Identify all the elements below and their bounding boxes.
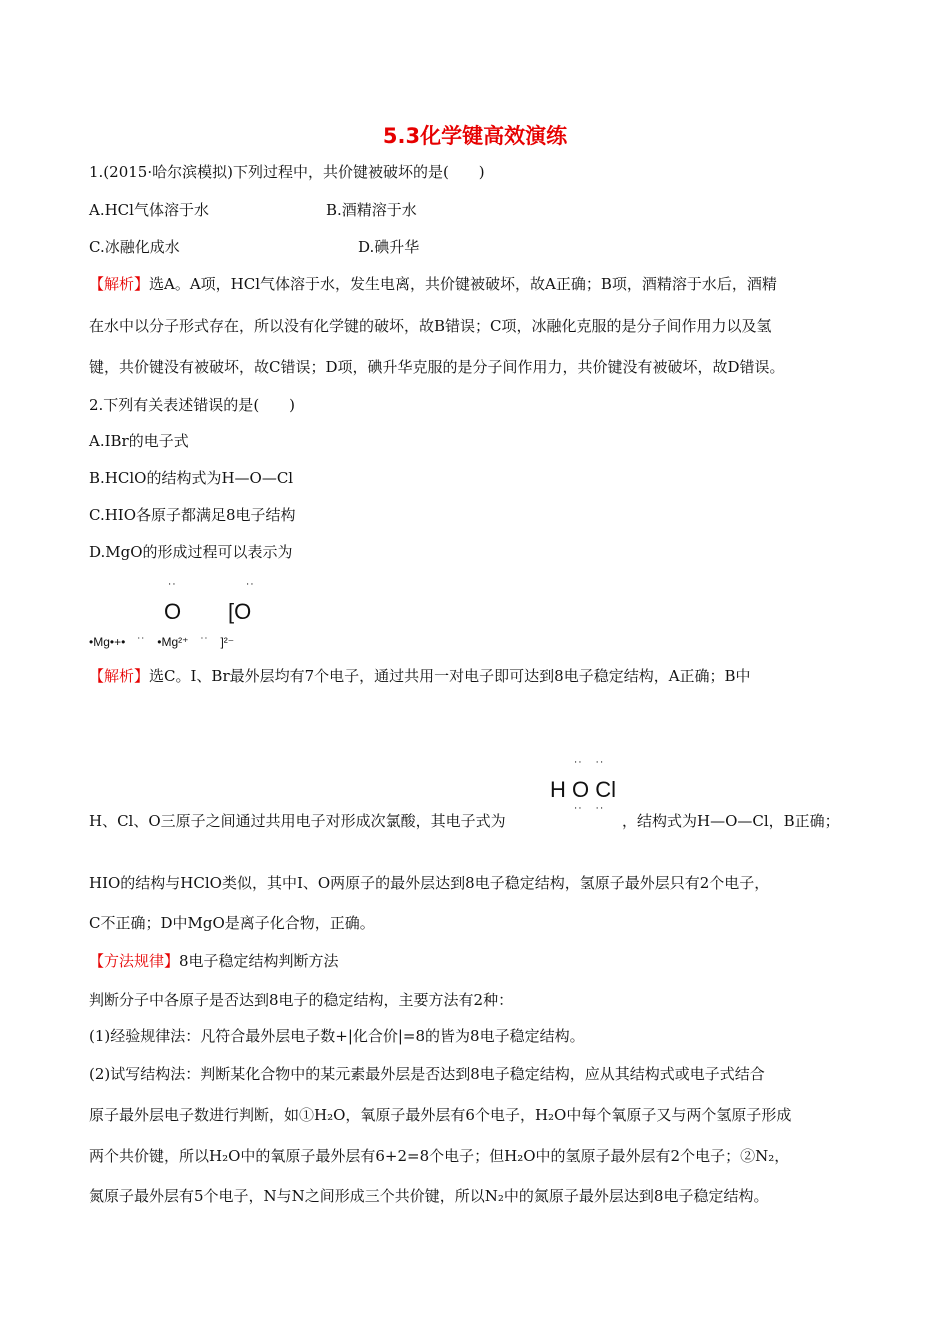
- q1-stem: 1.(2015·哈尔滨模拟)下列过程中，共价键被破坏的是( ): [89, 163, 485, 181]
- q2-option-b: B.HClO的结构式为H—O—Cl: [89, 469, 294, 487]
- q2-analysis-line-1: [89, 666, 751, 686]
- q2-option-d: D.MgO的形成过程可以表示为: [89, 543, 293, 561]
- q2-analysis-line-2a: H、Cl、O三原子之间通过共用电子对形成次氯酸，其电子式为: [89, 812, 506, 830]
- method-rule-1: (1)经验规律法：凡符合最外层电子数+|化合价|=8的皆为8电子稳定结构。: [89, 1027, 585, 1045]
- q2-stem: 2.下列有关表述错误的是( ): [89, 396, 296, 414]
- hocl-electron-formula: H O Cl: [550, 777, 616, 802]
- method-heading: 8电子稳定结构判断方法: [179, 952, 339, 970]
- mgo-formation-line: •Mg•+• ˙˙ •Mg²⁺ ˙˙ ]²⁻: [89, 635, 235, 649]
- analysis-tag: 【解析】: [89, 275, 150, 293]
- method-rule-2-line-4: 氮原子最外层有5个电子，N与N之间形成三个共价键，所以N₂中的氮原子最外层达到8电子稳定结构。: [89, 1187, 769, 1205]
- hocl-dots-bottom: ˙˙ ˙˙: [574, 805, 605, 820]
- q2-option-a: A.IBr的电子式: [89, 432, 189, 450]
- method-rule-2-line-2: 原子最外层电子数进行判断，如①H₂O，氧原子最外层有6个电子，H₂O中每个氧原子又与两个氢原子形成: [89, 1106, 792, 1124]
- mgo-oxide-ion: [O: [228, 599, 252, 624]
- method-intro: 判断分子中各原子是否达到8电子的稳定结构，主要方法有2种：: [89, 991, 514, 1009]
- q1-analysis-line-2: 在水中以分子形式存在，所以没有化学键的破坏，故B错误；C项，冰融化克服的是分子间作用力以及氢: [89, 317, 772, 335]
- q1-option-c: C.冰融化成水: [89, 238, 180, 256]
- q1-option-a: A.HCl气体溶于水: [89, 201, 209, 219]
- q1-analysis-line-3: 键，共价键没有被破坏，故C错误；D项，碘升华克服的是分子间作用力，共价键没有被破坏，故D错误。: [89, 358, 785, 376]
- q2-analysis-line-2b: ，结构式为H—O—Cl，B正确；: [622, 812, 840, 830]
- mgo-dots-top-left: ˙˙: [168, 581, 177, 596]
- mgo-dots-top-right: ˙˙: [246, 581, 255, 596]
- q2-analysis-line-4: C不正确；D中MgO是离子化合物，正确。: [89, 914, 375, 932]
- method-rule-2-line-1: (2)试写结构法：判断某化合物中的某元素最外层是否达到8电子稳定结构，应从其结构式或电子式结合: [89, 1065, 765, 1083]
- q2-analysis-text-1: 选C。I、Br最外层均有7个电子，通过共用一对电子即可达到8电子稳定结构，A正确；B中: [149, 667, 751, 685]
- q1-option-b: B.酒精溶于水: [326, 201, 417, 219]
- q1-analysis-line-1: [89, 274, 777, 294]
- method-tag: 【方法规律】: [89, 952, 180, 970]
- analysis-tag: 【解析】: [89, 667, 150, 685]
- hocl-dots-top: ˙˙ ˙˙: [574, 759, 605, 774]
- q1-analysis-text-1: 选A。A项，HCl气体溶于水，发生电离，共价键被破坏，故A正确；B项，酒精溶于水后，酒精: [149, 275, 777, 293]
- q1-option-d: D.碘升华: [358, 238, 420, 256]
- q2-analysis-line-3: HIO的结构与HClO类似，其中I、O两原子的最外层达到8电子稳定结构，氢原子最外层只有2个电子，: [89, 874, 770, 892]
- method-heading-line: [89, 951, 339, 971]
- page-title: 5.3化学键高效演练: [382, 124, 568, 148]
- q2-option-c: C.HIO各原子都满足8电子结构: [89, 506, 296, 524]
- method-rule-2-line-3: 两个共价键，所以H₂O中的氧原子最外层有6+2=8个电子；但H₂O中的氢原子最外层有2个电子；②N₂，: [89, 1147, 790, 1165]
- mgo-oxygen-atom: O: [164, 599, 182, 624]
